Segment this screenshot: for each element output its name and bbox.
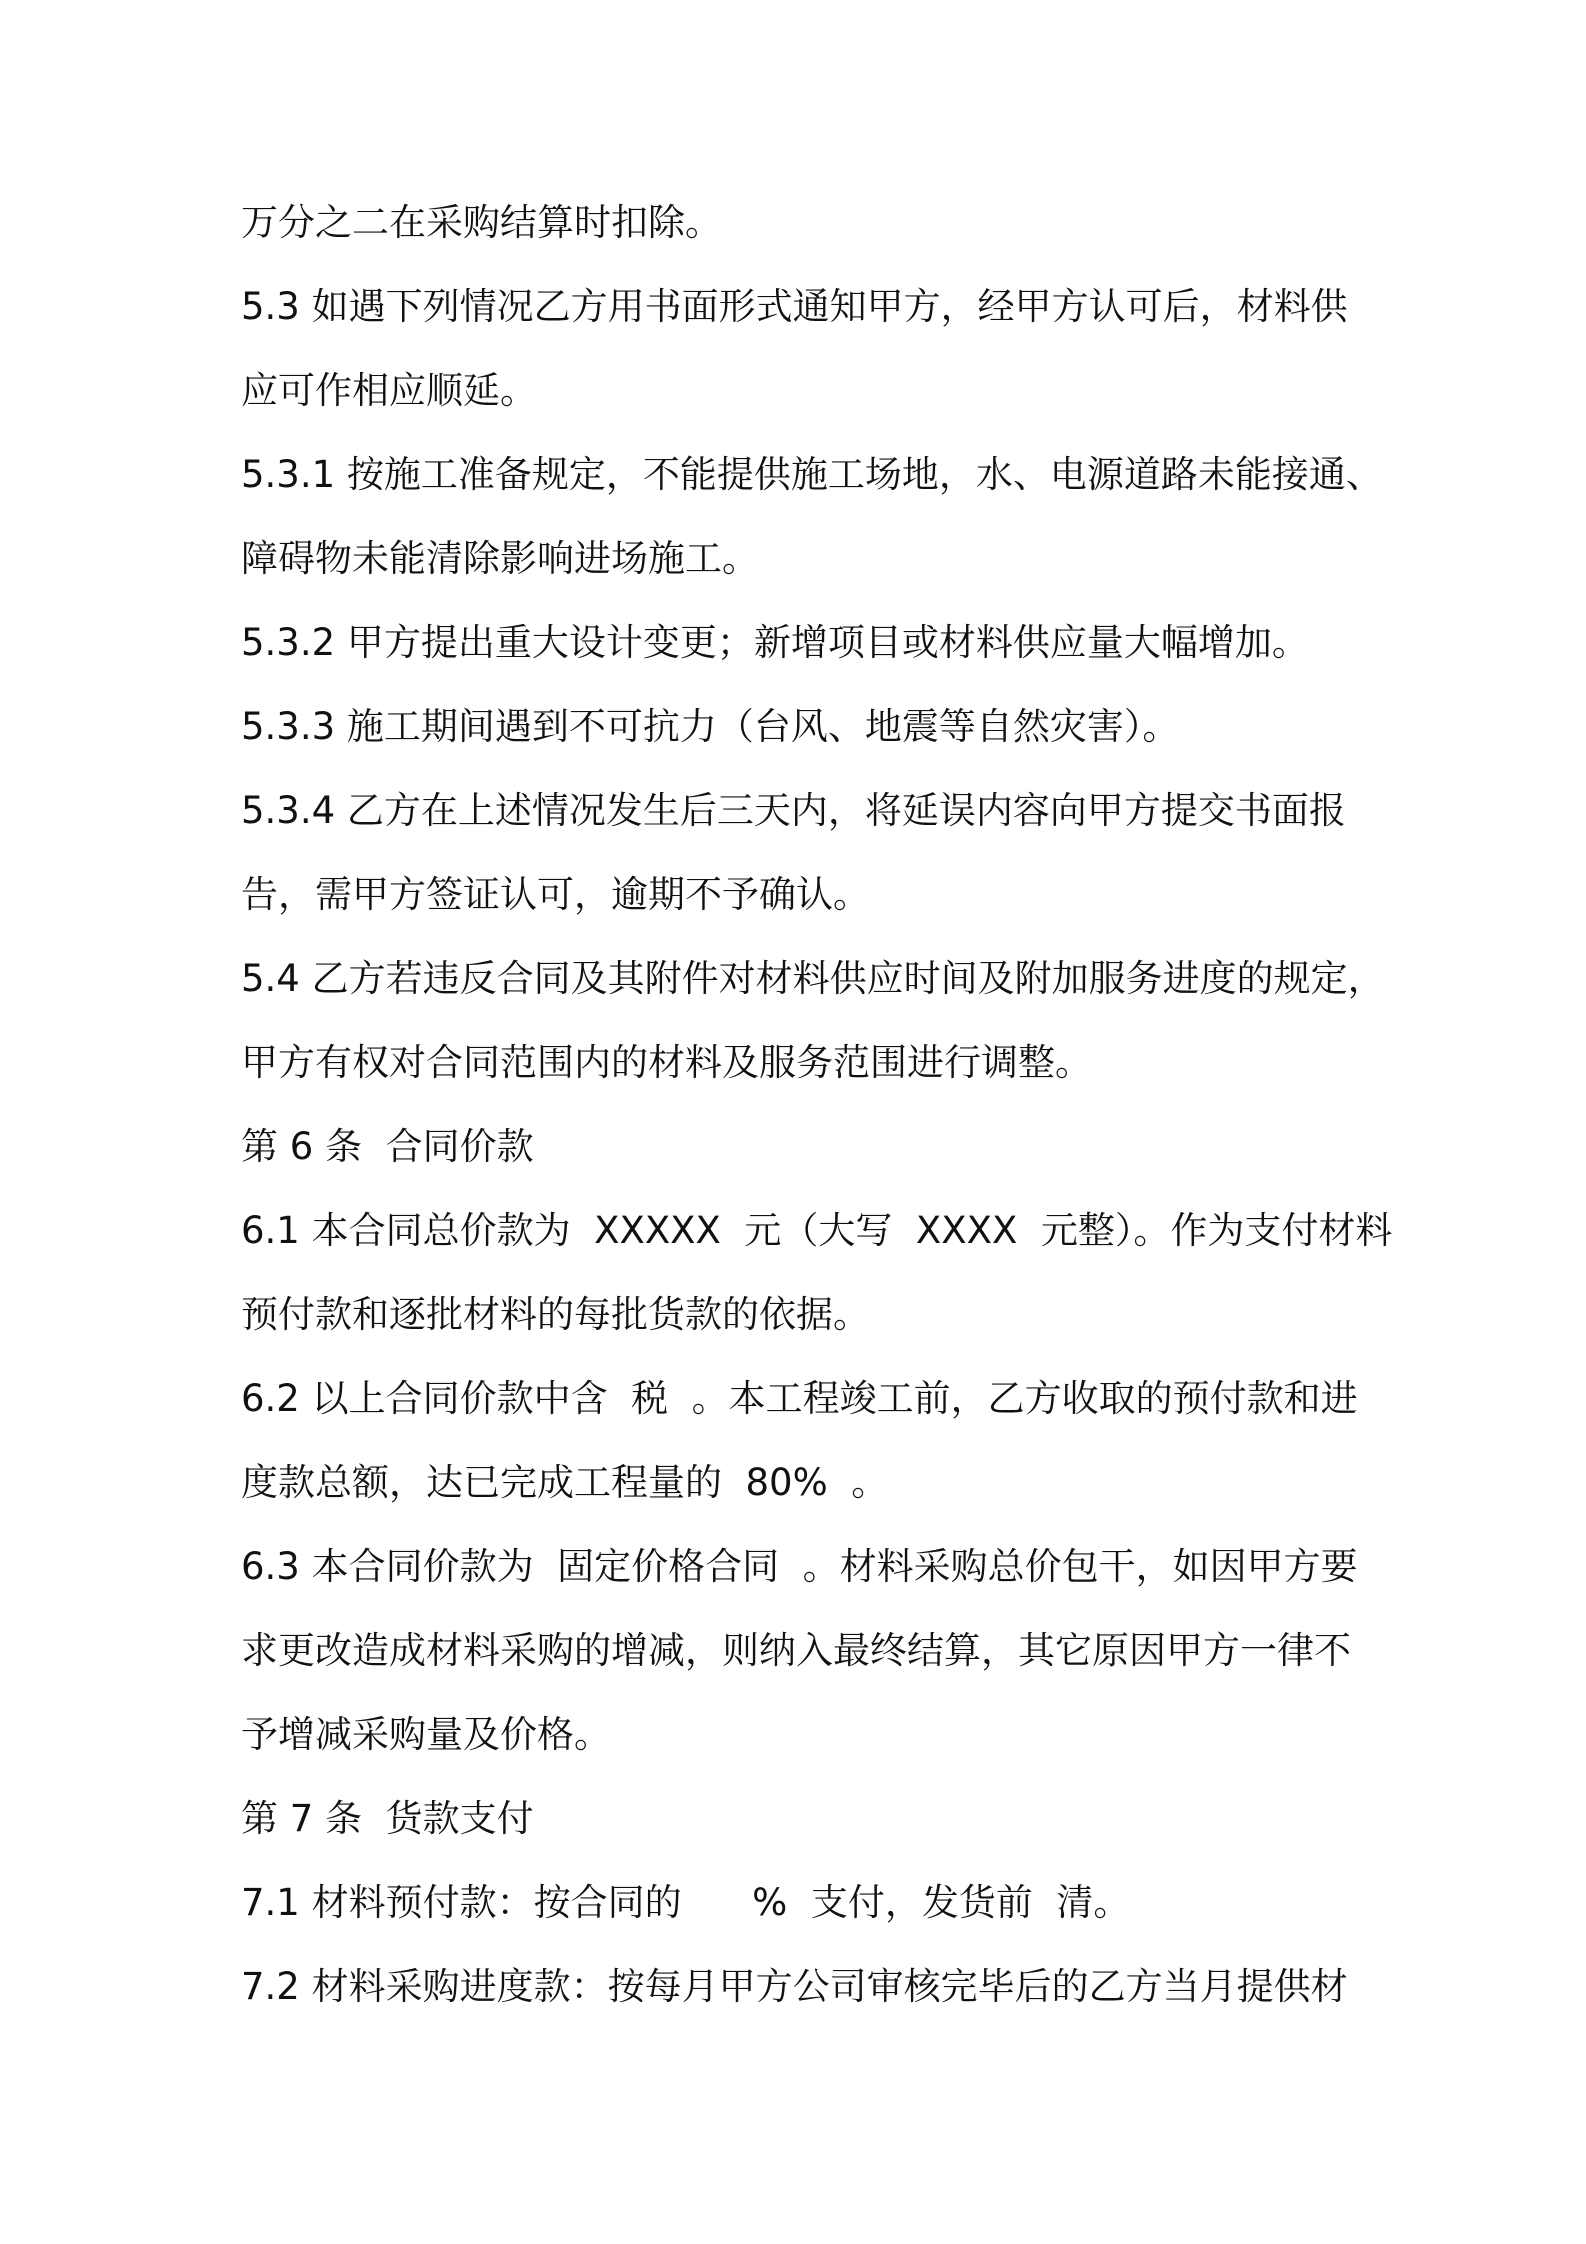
- clause-7-2-line: 7.2 材料采购进度款：按每月甲方公司审核完毕后的乙方当月提供材: [241, 1965, 1348, 2008]
- text-line: 障碍物未能清除影响进场施工。: [241, 537, 759, 580]
- text-line: 予增减采购量及价格。: [241, 1713, 611, 1756]
- section-heading-7: 第 7 条 货款支付: [241, 1797, 534, 1840]
- clause-6-1-line: 6.1 本合同总价款为 XXXXX 元（大写 XXXX 元整）。作为支付材料: [241, 1209, 1393, 1252]
- clause-7-1-line: 7.1 材料预付款：按合同的 % 支付，发货前 清。: [241, 1881, 1131, 1924]
- clause-6-2-line: 6.2 以上合同价款中含 税 。本工程竣工前，乙方收取的预付款和进: [241, 1377, 1358, 1420]
- clause-5-3-2-line: 5.3.2 甲方提出重大设计变更；新增项目或材料供应量大幅增加。: [241, 621, 1309, 664]
- clause-5-3-line: 5.3 如遇下列情况乙方用书面形式通知甲方，经甲方认可后，材料供: [241, 285, 1348, 328]
- text-line: 万分之二在采购结算时扣除。: [241, 201, 722, 244]
- section-heading-6: 第 6 条 合同价款: [241, 1125, 534, 1168]
- text-line: 预付款和逐批材料的每批货款的依据。: [241, 1293, 870, 1336]
- clause-6-3-line: 6.3 本合同价款为 固定价格合同 。材料采购总价包干，如因甲方要: [241, 1545, 1358, 1588]
- text-line: 求更改造成材料采购的增减，则纳入最终结算，其它原因甲方一律不: [241, 1629, 1351, 1672]
- clause-5-3-1-line: 5.3.1 按施工准备规定，不能提供施工场地，水、电源道路未能接通、: [241, 453, 1383, 496]
- document-body: [241, 181, 1421, 2029]
- clause-5-3-3-line: 5.3.3 施工期间遇到不可抗力（台风、地震等自然灾害）。: [241, 705, 1180, 748]
- text-line: 度款总额，达已完成工程量的 80% 。: [241, 1461, 889, 1504]
- clause-5-3-4-line: 5.3.4 乙方在上述情况发生后三天内，将延误内容向甲方提交书面报: [241, 789, 1346, 832]
- text-line: 告，需甲方签证认可，逾期不予确认。: [241, 873, 870, 916]
- clause-5-4-line: 5.4 乙方若违反合同及其附件对材料供应时间及附加服务进度的规定，: [241, 957, 1385, 1000]
- text-line: 应可作相应顺延。: [241, 369, 537, 412]
- text-line: 甲方有权对合同范围内的材料及服务范围进行调整。: [241, 1041, 1092, 1084]
